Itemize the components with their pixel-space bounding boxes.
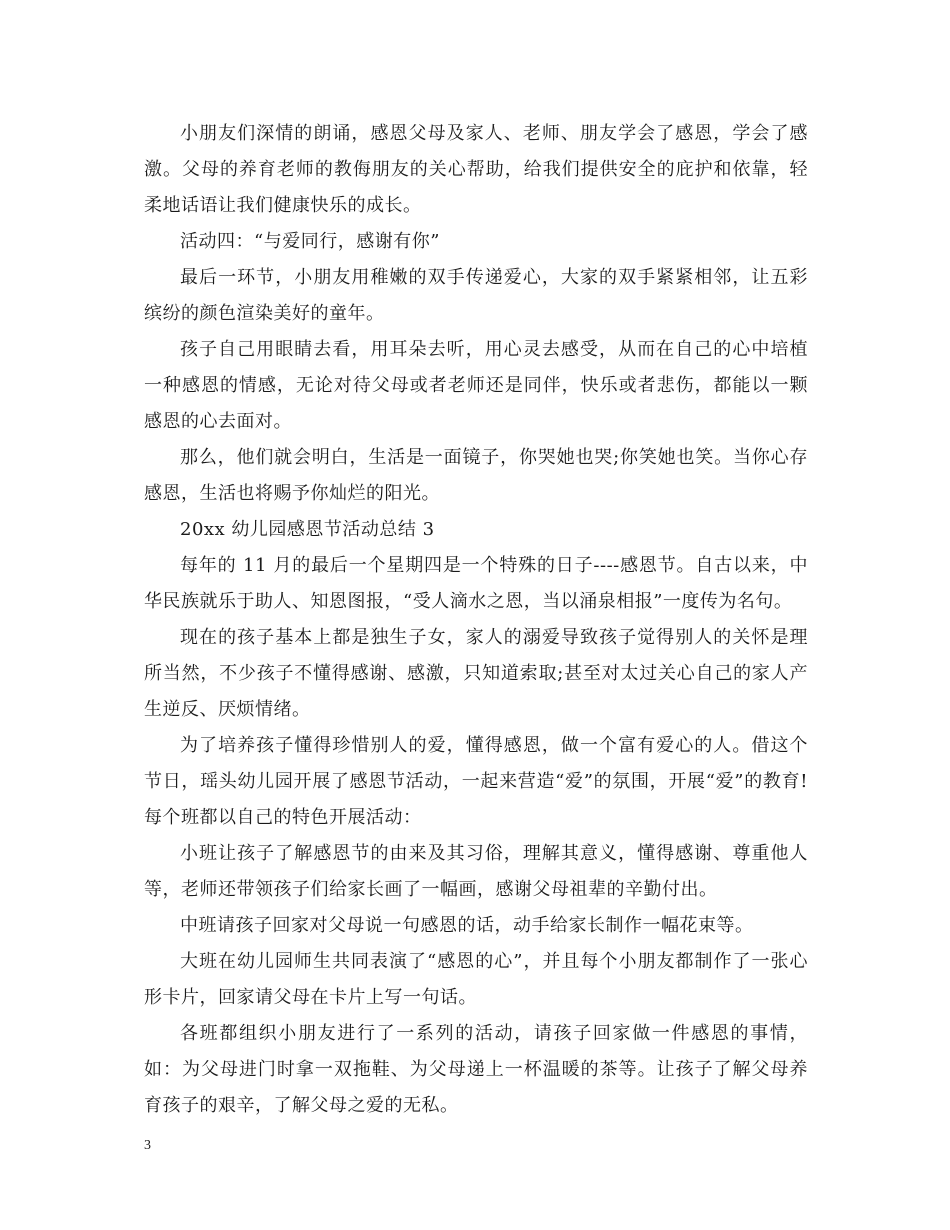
paragraph: 每年的 11 月的最后一个星期四是一个特殊的日子----感恩节。自古以来，中华民族就乐于助人、知恩图报，“受人滴水之恩，当以涌泉相报”一度传为名句。 bbox=[144, 555, 808, 612]
page-number: 3 bbox=[144, 1138, 151, 1153]
section-heading: 20xx 幼儿园感恩节活动总结 3 bbox=[180, 519, 435, 540]
paragraph: 小朋友们深情的朗诵，感恩父母及家人、老师、朋友学会了感恩，学会了感激。父母的养育老师的教侮朋友的关心帮助，给我们提供安全的庇护和依靠，轻柔地话语让我们健康快乐的成长。 bbox=[144, 123, 808, 216]
paragraph: 最后一环节，小朋友用稚嫩的双手传递爱心，大家的双手紧紧相邻，让五彩缤纷的颜色渲染美好的童年。 bbox=[144, 267, 808, 324]
paragraph: 那么，他们就会明白，生活是一面镜子，你哭她也哭;你笑她也笑。当你心存感恩，生活也将赐予你灿烂的阳光。 bbox=[144, 447, 808, 504]
paragraph: 小班让孩子了解感恩节的由来及其习俗，理解其意义，懂得感谢、尊重他人等，老师还带领孩子们给家长画了一幅画，感谢父母祖辈的辛勤付出。 bbox=[144, 843, 808, 900]
paragraph: 为了培养孩子懂得珍惜别人的爱，懂得感恩，做一个富有爱心的人。借这个节日，瑶头幼儿园开展了感恩节活动，一起来营造“爱”的氛围，开展“爱”的教育!每个班都以自己的特色开展活动： bbox=[144, 735, 808, 828]
paragraph: 孩子自己用眼睛去看，用耳朵去听，用心灵去感受，从而在自己的心中培植一种感恩的情感，无论对待父母或者老师还是同伴，快乐或者悲伤，都能以一颗感恩的心去面对。 bbox=[144, 339, 808, 432]
document-body bbox=[144, 116, 808, 1124]
paragraph: 大班在幼儿园师生共同表演了“感恩的心”，并且每个小朋友都制作了一张心形卡片，回家请父母在卡片上写一句话。 bbox=[144, 951, 808, 1008]
paragraph: 各班都组织小朋友进行了一系列的活动，请孩子回家做一件感恩的事情，如：为父母进门时拿一双拖鞋、为父母递上一杯温暖的茶等。让孩子了解父母养育孩子的艰辛，了解父母之爱的无私。 bbox=[144, 1023, 808, 1116]
activity-heading: 活动四：“与爱同行，感谢有你” bbox=[180, 231, 440, 252]
paragraph: 现在的孩子基本上都是独生子女，家人的溺爱导致孩子觉得别人的关怀是理所当然，不少孩子不懂得感谢、感激，只知道索取;甚至对太过关心自己的家人产生逆反、厌烦情绪。 bbox=[144, 627, 808, 720]
paragraph: 中班请孩子回家对父母说一句感恩的话，动手给家长制作一幅花束等。 bbox=[180, 915, 754, 936]
